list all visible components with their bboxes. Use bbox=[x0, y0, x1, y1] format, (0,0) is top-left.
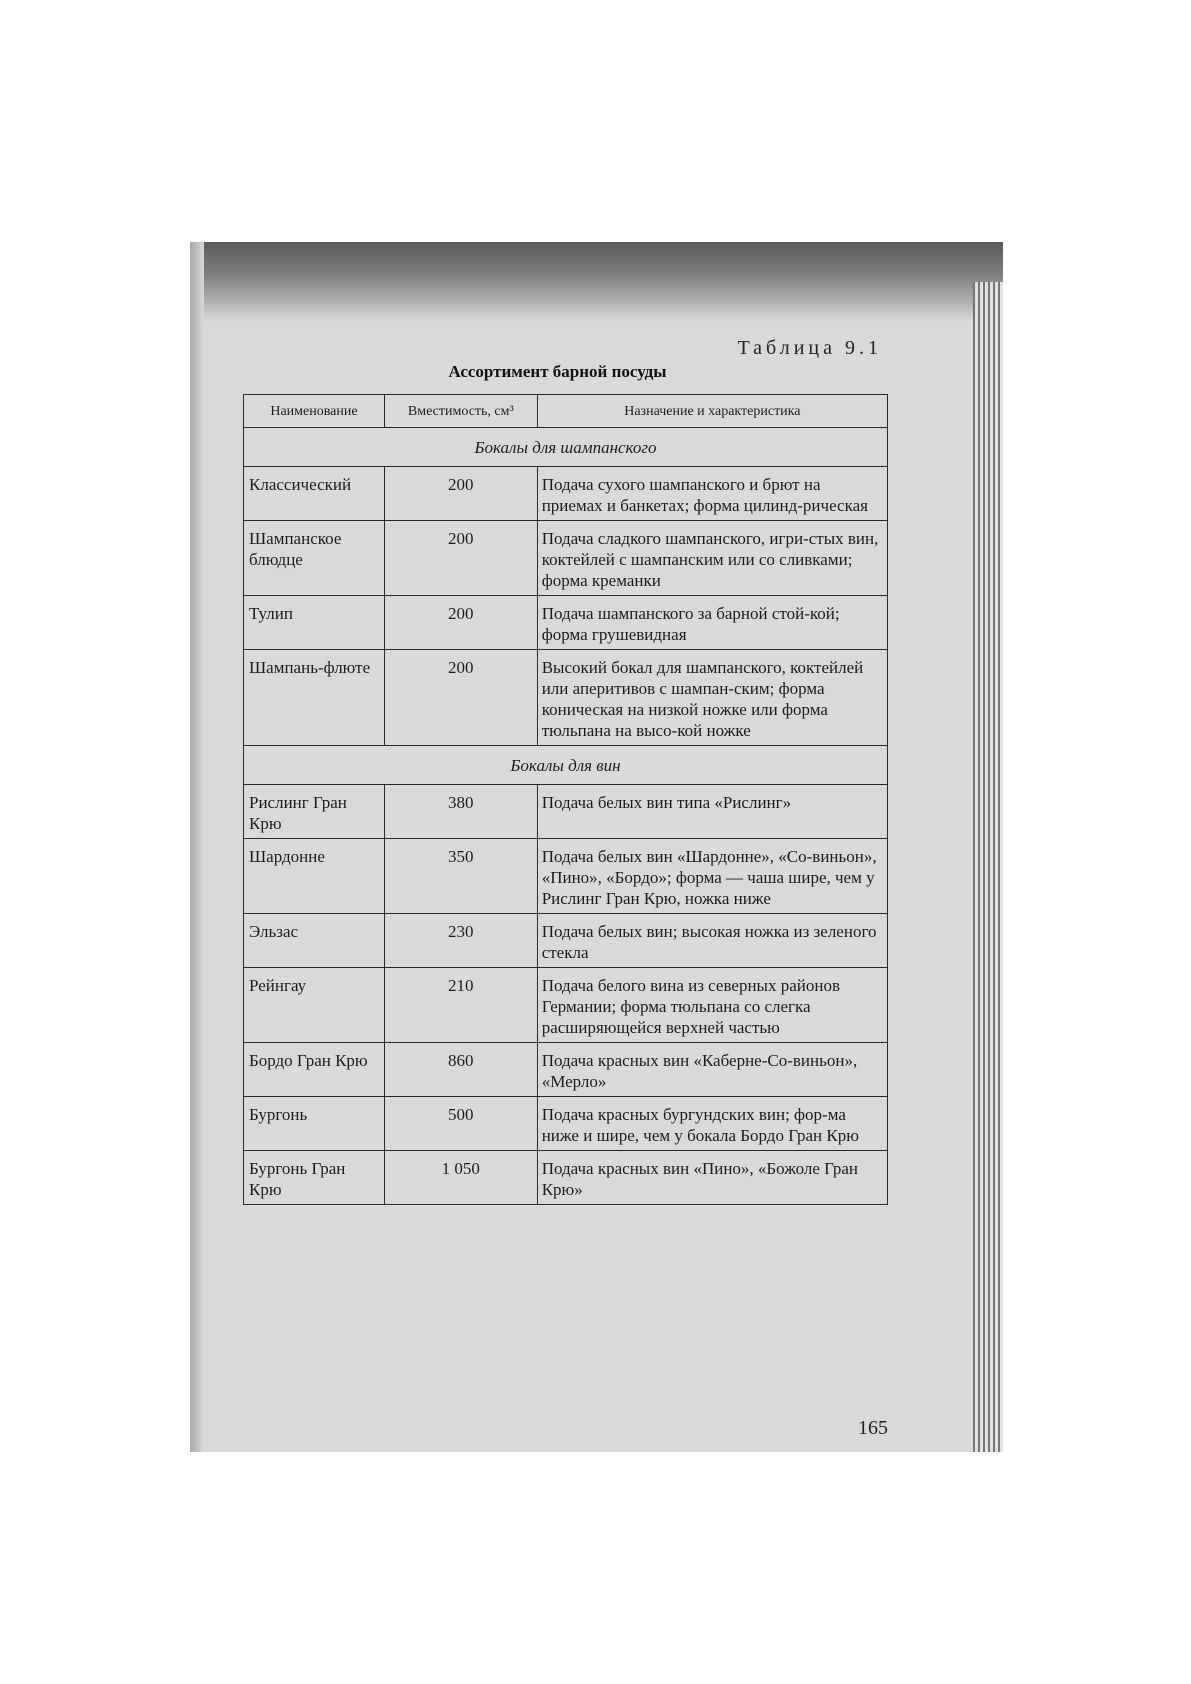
table-row bbox=[244, 785, 888, 839]
glass-name: Эльзас bbox=[244, 914, 385, 968]
glass-volume: 210 bbox=[384, 968, 537, 1043]
glass-name: Бургонь Гран Крю bbox=[244, 1151, 385, 1205]
table-title: Ассортимент барной посуды bbox=[448, 362, 667, 381]
binding-shadow bbox=[190, 242, 1003, 322]
table-row bbox=[244, 1097, 888, 1151]
glass-name: Шампань-флюте bbox=[244, 650, 385, 746]
glass-description: Подача красных вин «Пино», «Божоле Гран Крю» bbox=[537, 1151, 887, 1205]
glass-name: Классический bbox=[244, 467, 385, 521]
glass-name: Бургонь bbox=[244, 1097, 385, 1151]
glass-description: Подача красных вин «Каберне-Со-виньон», «Мерло» bbox=[537, 1043, 887, 1097]
section-title: Бокалы для шампанского bbox=[244, 428, 888, 467]
glass-description: Подача белых вин типа «Рислинг» bbox=[537, 785, 887, 839]
table-row bbox=[244, 914, 888, 968]
glass-volume: 200 bbox=[384, 467, 537, 521]
table-caption: Таблица 9.1 bbox=[737, 337, 882, 359]
table-header-row bbox=[244, 395, 888, 428]
header-description: Назначение и характеристика bbox=[537, 395, 887, 428]
scanned-page bbox=[190, 242, 1003, 1452]
table-row bbox=[244, 1151, 888, 1205]
glass-volume: 200 bbox=[384, 596, 537, 650]
glass-name: Шампанское блюдце bbox=[244, 521, 385, 596]
glass-volume: 200 bbox=[384, 650, 537, 746]
glass-volume: 230 bbox=[384, 914, 537, 968]
table-row bbox=[244, 650, 888, 746]
section-title: Бокалы для вин bbox=[244, 746, 888, 785]
glass-name: Тулип bbox=[244, 596, 385, 650]
page-left-shadow bbox=[190, 242, 204, 1452]
glass-volume: 860 bbox=[384, 1043, 537, 1097]
glass-description: Подача белых вин; высокая ножка из зеленого стекла bbox=[537, 914, 887, 968]
glass-volume: 380 bbox=[384, 785, 537, 839]
table-row bbox=[244, 1043, 888, 1097]
glass-volume: 200 bbox=[384, 521, 537, 596]
table-row bbox=[244, 596, 888, 650]
table-row bbox=[244, 839, 888, 914]
glass-volume: 500 bbox=[384, 1097, 537, 1151]
barware-table bbox=[243, 394, 888, 1205]
glass-name: Бордо Гран Крю bbox=[244, 1043, 385, 1097]
header-name: Наименование bbox=[244, 395, 385, 428]
table-row bbox=[244, 968, 888, 1043]
table-row bbox=[244, 521, 888, 596]
glass-name: Рейнгау bbox=[244, 968, 385, 1043]
glass-volume: 1 050 bbox=[384, 1151, 537, 1205]
glass-description: Подача шампанского за барной стой-кой; форма грушевидная bbox=[537, 596, 887, 650]
header-volume: Вместимость, см³ bbox=[384, 395, 537, 428]
page-number: 165 bbox=[858, 1417, 888, 1439]
glass-name: Шардонне bbox=[244, 839, 385, 914]
glass-description: Подача сладкого шампанского, игри-стых вин, коктейлей с шампанским или со сливками; форма креманки bbox=[537, 521, 887, 596]
glass-volume: 350 bbox=[384, 839, 537, 914]
glass-description: Высокий бокал для шампанского, коктейлей или аперитивов с шампан-ским; форма коническая на низкой ножке или форма тюльпана на высо-кой ножке bbox=[537, 650, 887, 746]
glass-description: Подача сухого шампанского и брют на приемах и банкетах; форма цилинд-рическая bbox=[537, 467, 887, 521]
page-edges bbox=[973, 282, 1003, 1452]
glass-description: Подача белого вина из северных районов Германии; форма тюльпана со слегка расширяющейся верхней частью bbox=[537, 968, 887, 1043]
table-row bbox=[244, 467, 888, 521]
glass-description: Подача красных бургундских вин; фор-ма ниже и шире, чем у бокала Бордо Гран Крю bbox=[537, 1097, 887, 1151]
glass-name: Рислинг Гран Крю bbox=[244, 785, 385, 839]
section-row bbox=[244, 428, 888, 467]
section-row bbox=[244, 746, 888, 785]
glass-description: Подача белых вин «Шардонне», «Со-виньон», «Пино», «Бордо»; форма — чаша шире, чем у Рислинг Гран Крю, ножка ниже bbox=[537, 839, 887, 914]
